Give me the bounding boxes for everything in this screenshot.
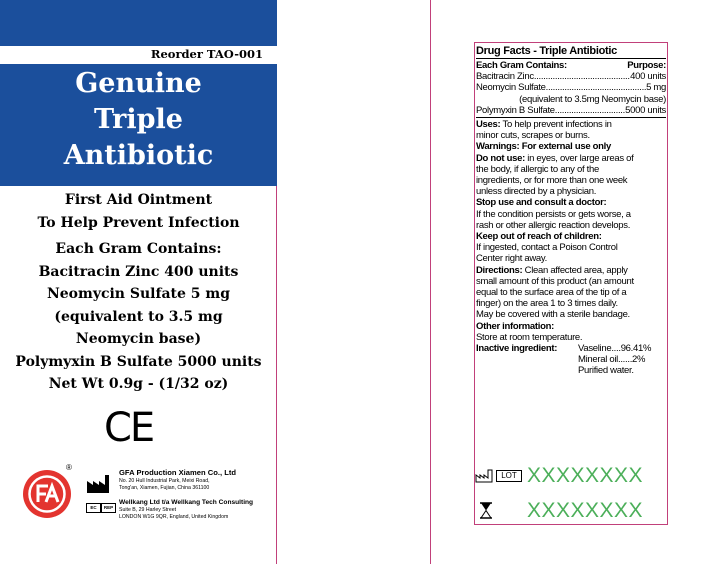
do-not-use-section: Do not use: in eyes, over large areas of: [476, 152, 634, 164]
title-line: Triple: [94, 104, 183, 135]
title-line: Antibiotic: [63, 140, 214, 171]
ingredient-row: Neomycin Sulfate ..... 5 mg: [476, 82, 666, 93]
contains-line: Neomycin base): [75, 331, 202, 347]
expiry-code: XXXXXXXX: [527, 499, 644, 522]
contains-line: Each Gram Contains:: [55, 241, 222, 257]
manufacturer-address: No. 20 Hull Industrial Park, Meixi Road,: [119, 478, 210, 484]
ec-rep-name: Wellkang Ltd t/a Wellkang Tech Consulting: [119, 499, 254, 506]
product-description: [0, 189, 277, 396]
drug-facts-box: [474, 42, 668, 525]
hourglass-icon: [480, 502, 492, 519]
neomycin-note: (equivalent to 3.5mg Neomycin base): [519, 93, 666, 105]
title-line: Genuine: [75, 68, 202, 99]
stop-use-heading: Stop use and consult a doctor:: [476, 197, 607, 209]
lot-code: XXXXXXXX: [527, 464, 644, 487]
product-title: [0, 66, 277, 174]
contains-line: Neomycin Sulfate 5 mg: [46, 286, 231, 302]
contains-line: Polymyxin B Sulfate 5000 units: [15, 353, 262, 370]
ingredient-row: Bacitracin Zinc ..... 400 units: [476, 71, 666, 82]
reorder-number: Reorder TAO-001: [150, 47, 263, 61]
reorder-bar: [0, 46, 277, 64]
registered-mark: ®: [66, 463, 72, 472]
ec-rep-icon: EC REP: [86, 503, 116, 513]
warnings-heading: Warnings: For external use only: [476, 141, 611, 153]
drug-facts-header: Drug Facts - Triple Antibiotic: [476, 44, 666, 59]
front-label-panel: [0, 0, 277, 564]
ec-rep-info: [119, 498, 277, 521]
ec-rep-address: Suite B, 29 Harley Street: [119, 507, 177, 513]
expiry-row: [474, 499, 706, 523]
contains-header-row: Each Gram Contains: Purpose:: [476, 60, 666, 71]
manufacturer-name: GFA Production Xiamen Co., Ltd: [119, 468, 237, 477]
manufacturer-info: [119, 468, 277, 492]
lot-label: LOT: [496, 470, 522, 482]
uses-section: Uses: To help prevent infections in: [476, 119, 612, 131]
gfa-logo-icon: [22, 469, 72, 519]
inactive-ingredients: Inactive ingredient: Vaseline....96.41% Mineral oil......2% Purified water.: [476, 343, 652, 377]
drug-facts-panel: [430, 0, 706, 564]
manufacturer-icon: [86, 473, 112, 493]
subtitle-line: First Aid Ointment: [64, 192, 213, 208]
contains-line: (equivalent to 3.5 mg: [54, 308, 223, 325]
net-weight: Net Wt 0.9g - (1/32 oz): [48, 376, 229, 392]
ec-rep-address: LONDON W1G 9QR, England, United Kingdom: [119, 514, 229, 521]
ce-mark-icon: CE: [104, 405, 154, 451]
directions-section: Directions: Clean affected area, apply: [476, 264, 628, 276]
manufacturer-address: Tong'an, Xiamen, Fujian, China 361100: [119, 485, 210, 492]
subtitle-line: To Help Prevent Infection: [37, 214, 240, 231]
manufacture-date-icon: [475, 469, 493, 483]
keep-out-heading: Keep out of reach of children:: [476, 231, 602, 243]
lot-row: [474, 465, 706, 487]
ingredient-row: Polymyxin B Sulfate ..... 5000 units: [476, 105, 666, 116]
other-info-heading: Other information:: [476, 320, 554, 332]
contains-line: Bacitracin Zinc 400 units: [38, 263, 239, 280]
drug-facts-text: Drug Facts - Triple Antibiotic Each Gram Contains: Purpose: Bacitracin Zinc ..... 400 units Neomycin Sulfate ..... 5 mg (equivalent to 3.5mg Neomycin base) Polymyxin B Sulfate ..... 5000 units Uses: To help prevent infections in minor cuts, scrapes or burns. Warnings: For external use only Do not use: in eyes, over large areas of the body, if allergic to any of the ingredients, or for more than one week unless directed by a physician. Stop use and consult a doctor: If the condition persists or gets worse, a rash or other allergic reaction develops. Keep out of reach of children: If ingested, contact a Poison Control Center right away. Directions: Clean affected area, apply small amount of this product (an amount equal to the surface area of the tip of a finger) on the area 1 to 3 times daily. May be covered with a sterile bandage. Other information: Store at room temperature. Inactive ingredient: Vaseline....96.41% Mineral oil......2% Purified water.: [476, 44, 666, 354]
